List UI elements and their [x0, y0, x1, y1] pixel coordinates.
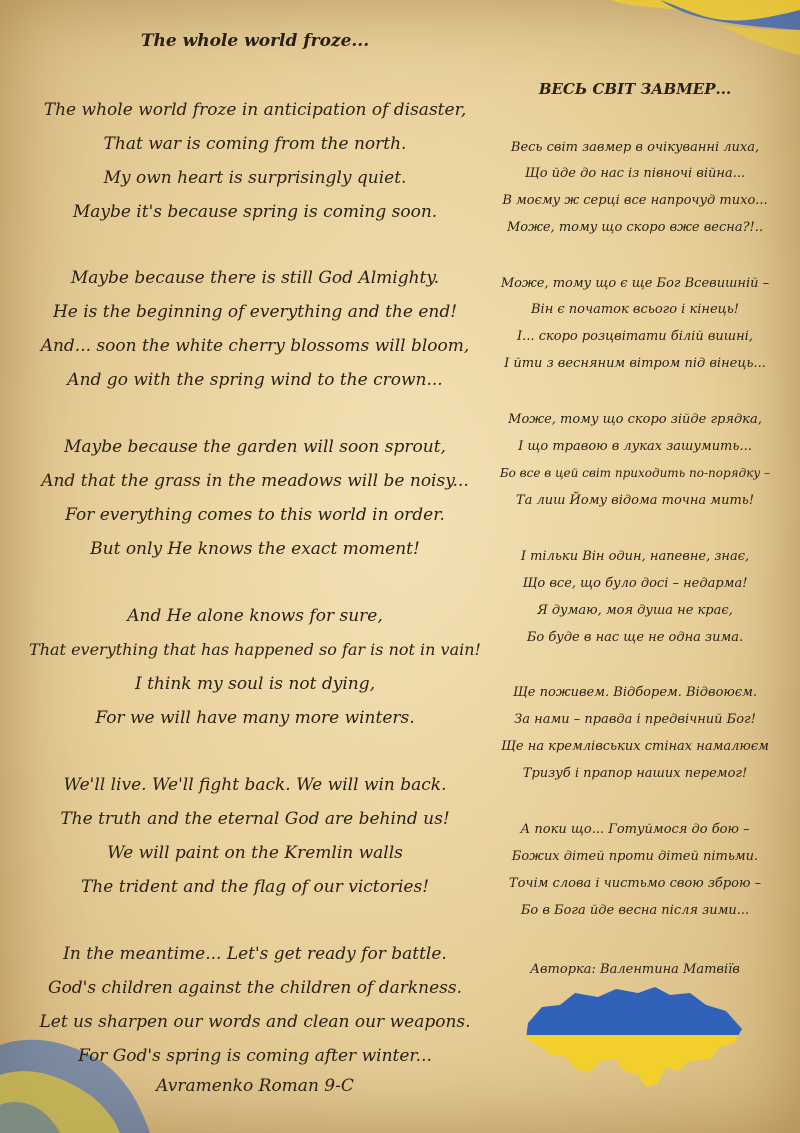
- ukrainian-line: Точім слова і чистьмо свою зброю –: [508, 876, 762, 891]
- english-line: I think my soul is not dying,: [134, 674, 375, 694]
- ukraine-map-flag: [520, 985, 750, 1090]
- ukrainian-line: Я думаю, моя душа не крає,: [537, 603, 733, 618]
- english-line: He is the beginning of everything and the end!: [52, 302, 458, 322]
- ukrainian-line: Він є початок всього і кінець!: [530, 302, 740, 317]
- ukrainian-line: Божих дітей проти дітей пітьми.: [511, 849, 759, 864]
- english-line: Maybe because there is still God Almighty.: [70, 268, 440, 288]
- ukrainian-line: І... скоро розцвітати білій вишні,: [517, 329, 753, 344]
- ukrainian-line: А поки що... Готуймося до бою –: [520, 822, 750, 837]
- ukrainian-line: І тільки Він один, напевне, знає,: [520, 549, 750, 564]
- ukrainian-line: Може, тому що є ще Бог Всевишній –: [500, 276, 770, 291]
- english-line: For we will have many more winters.: [95, 708, 415, 728]
- ukrainian-line: Що все, що було досі – недарма!: [522, 576, 748, 591]
- english-line: And that the grass in the meadows will be noisy...: [41, 471, 469, 491]
- english-line: In the meantime... Let's get ready for battle.: [63, 944, 447, 964]
- english-line: The trident and the flag of our victories!: [80, 877, 430, 897]
- english-line: For everything comes to this world in order.: [65, 505, 445, 525]
- english-line: For God's spring is coming after winter...: [78, 1046, 432, 1066]
- ukrainian-line: Може, тому що скоро зійде грядка,: [508, 412, 762, 427]
- ukrainian-line: За нами – правда і предвічний Бог!: [514, 712, 756, 727]
- ukrainian-line: Тризуб і прапор наших перемог!: [522, 766, 748, 781]
- english-line: And He alone knows for sure,: [127, 606, 383, 626]
- english-line: The truth and the eternal God are behind us!: [60, 809, 450, 829]
- english-line: But only He knows the exact moment!: [90, 539, 420, 559]
- english-line: And... soon the white cherry blossoms will bloom,: [40, 336, 470, 356]
- english-line: Maybe because the garden will soon sprout,: [64, 437, 446, 457]
- ukrainian-line: Що йде до нас із півночі війна...: [524, 166, 746, 181]
- ukrainian-line: Бо все в цей світ приходить по-порядку –: [499, 466, 771, 480]
- english-line: We'll live. We'll fight back. We will win back.: [63, 775, 447, 795]
- english-line: The whole world froze in anticipation of disaster,: [43, 100, 467, 120]
- english-line: And go with the spring wind to the crown...: [67, 370, 443, 390]
- ukrainian-line: Може, тому що скоро вже весна?!..: [506, 220, 764, 235]
- english-line: Maybe it's because spring is coming soon.: [72, 202, 438, 222]
- ukrainian-title: ВЕСЬ СВІТ ЗАВМЕР...: [538, 80, 732, 98]
- ukrainian-line: Весь світ завмер в очікуванні лиха,: [510, 140, 760, 155]
- english-line: My own heart is surprisingly quiet.: [103, 168, 407, 188]
- flag-wave-top-right: [600, 0, 800, 80]
- ukrainian-line: І що травою в луках зашумить...: [518, 439, 752, 454]
- ukrainian-line: Бо в Бога йде весна після зими...: [520, 903, 750, 918]
- english-line: God's children against the children of darkness.: [47, 978, 462, 998]
- english-line: That war is coming from the north.: [103, 134, 407, 154]
- english-line: We will paint on the Kremlin walls: [107, 843, 403, 863]
- ukrainian-line: Та лиш Йому відома точна мить!: [515, 493, 755, 508]
- english-line: Let us sharpen our words and clean our weapons.: [39, 1012, 471, 1032]
- english-author: Avramenko Roman 9-C: [156, 1076, 354, 1096]
- ukrainian-line: В моєму ж серці все напрочуд тихо...: [502, 193, 768, 208]
- english-title: The whole world froze...: [140, 31, 370, 51]
- english-line: That everything that has happened so far is not in vain!: [29, 640, 481, 659]
- ukrainian-author: Авторка: Валентина Матвіїв: [530, 962, 740, 977]
- ukrainian-line: І йти з весняним вітром під вінець...: [504, 356, 766, 371]
- ukrainian-line: Бо буде в нас ще не одна зима.: [526, 630, 744, 645]
- ukrainian-line: Ще на кремлівських стінах намалюєм: [501, 739, 769, 754]
- ukrainian-line: Ще поживем. Відборем. Відвоюєм.: [512, 685, 758, 700]
